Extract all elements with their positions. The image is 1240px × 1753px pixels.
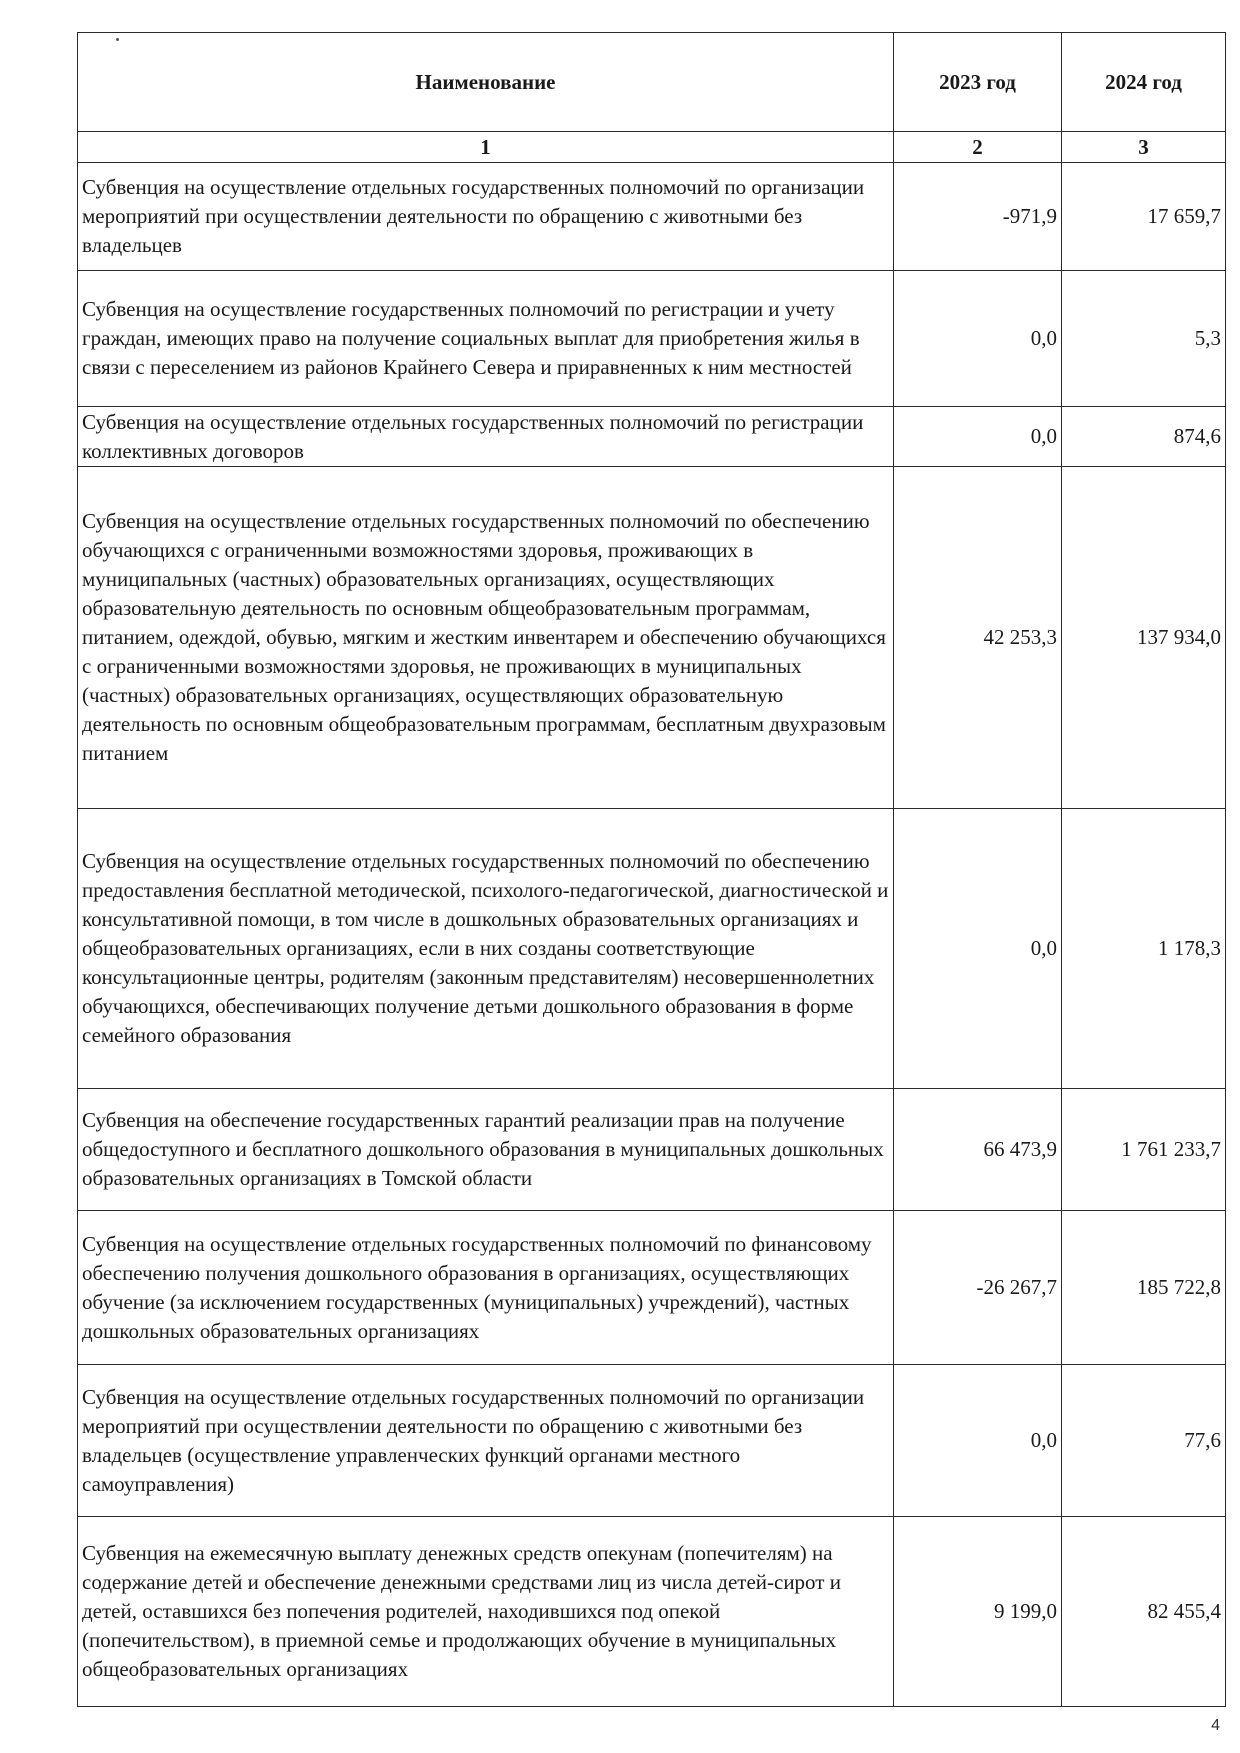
column-number-1: 1: [78, 132, 894, 163]
table-row: [78, 163, 1226, 271]
row-name: Субвенция на обеспечение государственных гарантий реализации прав на получение общедоступного и бесплатного дошкольного образования в муниципальных дошкольных образовательных организациях в Томской области: [78, 1089, 894, 1211]
table-row: [78, 1089, 1226, 1211]
row-name: Субвенция на осуществление государственных полномочий по регистрации и учету граждан, имеющих право на получение социальных выплат для приобретения жилья в связи с переселением из районов Крайнего Севера и приравненных к ним местностей: [78, 271, 894, 407]
row-value-2023: -26 267,7: [894, 1211, 1062, 1365]
header-name: Наименование: [78, 33, 894, 132]
column-number-2: 2: [894, 132, 1062, 163]
row-value-2023: 0,0: [894, 407, 1062, 467]
row-value-2023: 0,0: [894, 1365, 1062, 1517]
table-row: [78, 1211, 1226, 1365]
table-row: [78, 407, 1226, 467]
row-value-2024: 1 178,3: [1062, 809, 1226, 1089]
row-name: Субвенция на осуществление отдельных государственных полномочий по обеспечению предоставления бесплатной методической, психолого-педагогической, диагностической и консультативной помощи, в том числе в дошкольных образовательных организациях и общеобразовательных организациях, если в них созданы соответствующие консультационные центры, родителям (законным представителям) несовершеннолетних обучающихся, обеспечивающих получение детьми дошкольного образования в форме семейного образования: [78, 809, 894, 1089]
row-value-2023: 66 473,9: [894, 1089, 1062, 1211]
row-name: Субвенция на осуществление отдельных государственных полномочий по организации мероприятий при осуществлении деятельности по обращению с животными без владельцев: [78, 163, 894, 271]
row-value-2024: 82 455,4: [1062, 1517, 1226, 1707]
row-value-2023: 42 253,3: [894, 467, 1062, 809]
column-number-row: [78, 132, 1226, 163]
column-number-3: 3: [1062, 132, 1226, 163]
row-value-2024: 5,3: [1062, 271, 1226, 407]
header-2023: 2023 год: [894, 33, 1062, 132]
row-name: Субвенция на осуществление отдельных государственных полномочий по финансовому обеспечению получения дошкольного образования в организациях, осуществляющих обучение (за исключением государственных (муниципальных) учреждений), частных дошкольных образовательных организациях: [78, 1211, 894, 1365]
page-number: 4: [1211, 1717, 1220, 1734]
row-value-2023: 9 199,0: [894, 1517, 1062, 1707]
row-value-2024: 1 761 233,7: [1062, 1089, 1226, 1211]
row-name: Субвенция на осуществление отдельных государственных полномочий по регистрации коллективных договоров: [78, 407, 894, 467]
table-row: [78, 1365, 1226, 1517]
row-name: Субвенция на осуществление отдельных государственных полномочий по обеспечению обучающихся с ограниченными возможностями здоровья, проживающих в муниципальных (частных) образовательных организациях, осуществляющих образовательную деятельность по основным общеобразовательным программам, питанием, одеждой, обувью, мягким и жестким инвентарем и обеспечению обучающихся с ограниченными возможностями здоровья, не проживающих в муниципальных (частных) образовательных организациях, осуществляющих образовательную деятельность по основным общеобразовательным программам, бесплатным двухразовым питанием: [78, 467, 894, 809]
row-name: Субвенция на осуществление отдельных государственных полномочий по организации мероприятий при осуществлении деятельности по обращению с животными без владельцев (осуществление управленческих функций органами местного самоуправления): [78, 1365, 894, 1517]
row-value-2024: 185 722,8: [1062, 1211, 1226, 1365]
row-value-2023: 0,0: [894, 809, 1062, 1089]
table-header-row: [78, 33, 1226, 132]
row-value-2023: 0,0: [894, 271, 1062, 407]
header-2024: 2024 год: [1062, 33, 1226, 132]
row-value-2024: 137 934,0: [1062, 467, 1226, 809]
table-row: [78, 1517, 1226, 1707]
row-value-2024: 874,6: [1062, 407, 1226, 467]
row-value-2024: 77,6: [1062, 1365, 1226, 1517]
subvention-table: [77, 32, 1226, 1707]
table-row: [78, 467, 1226, 809]
table-row: [78, 809, 1226, 1089]
row-value-2024: 17 659,7: [1062, 163, 1226, 271]
row-name: Субвенция на ежемесячную выплату денежных средств опекунам (попечителям) на содержание детей и обеспечение денежными средствами лиц из числа детей-сирот и детей, оставшихся без попечения родителей, находившихся под опекой (попечительством), в приемной семье и продолжающих обучение в муниципальных общеобразовательных организациях: [78, 1517, 894, 1707]
row-value-2023: -971,9: [894, 163, 1062, 271]
table-row: [78, 271, 1226, 407]
